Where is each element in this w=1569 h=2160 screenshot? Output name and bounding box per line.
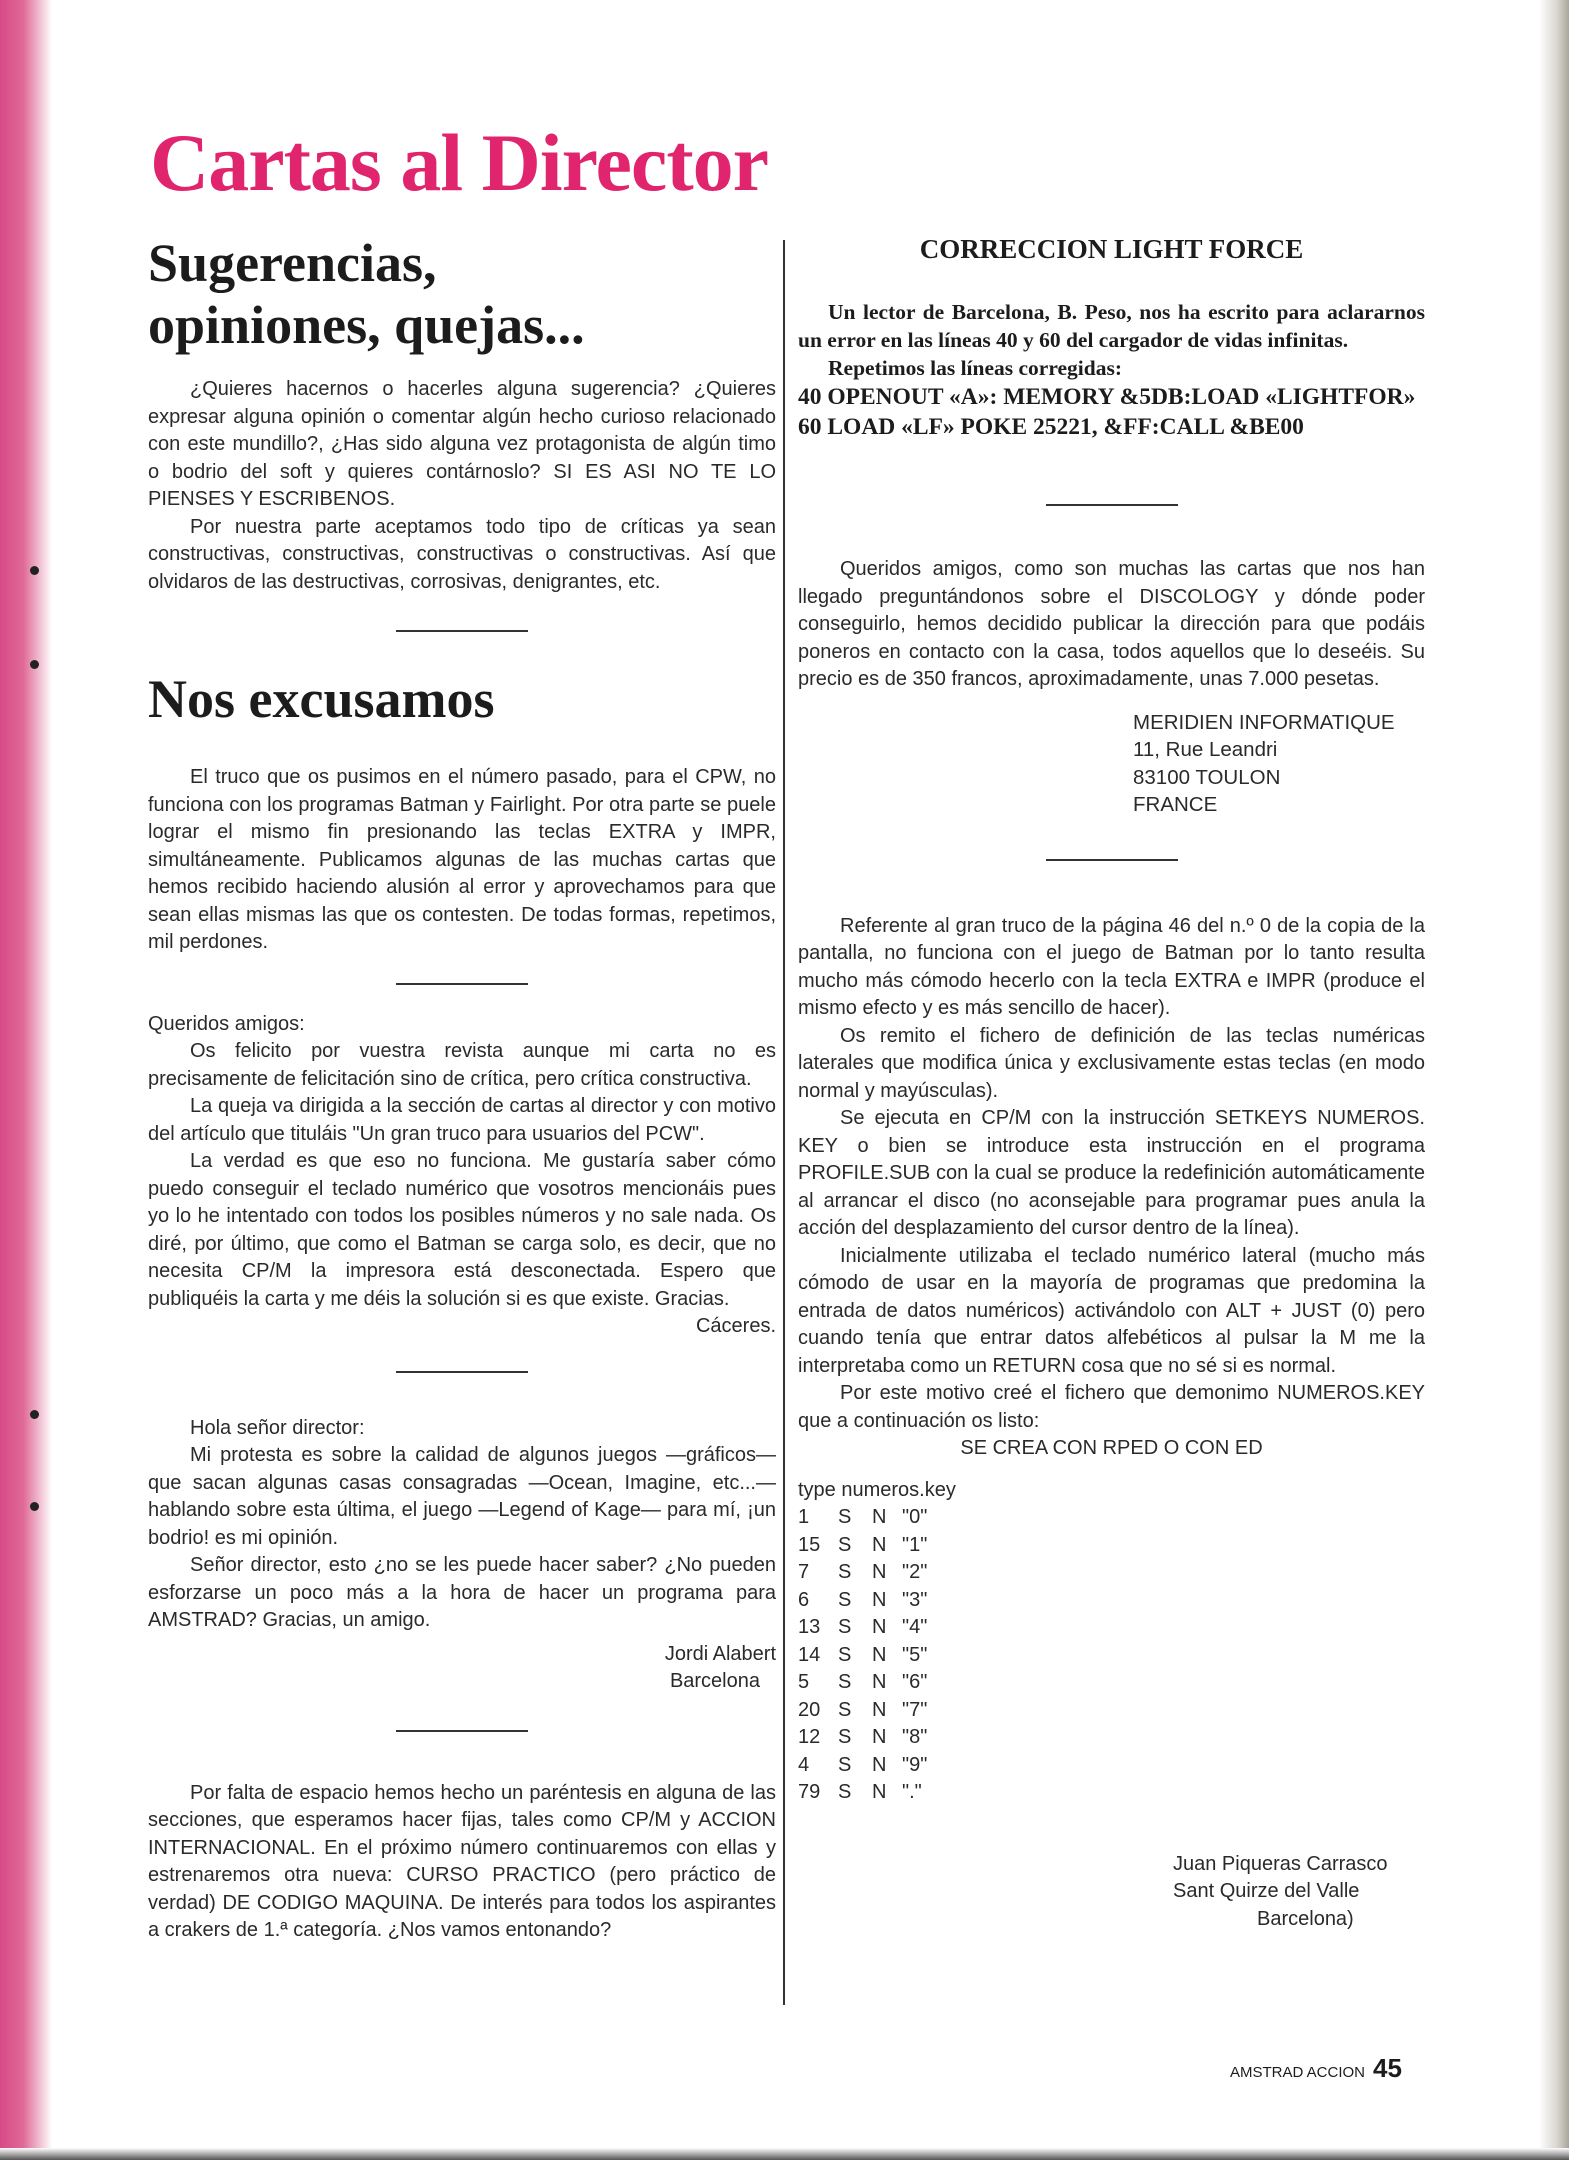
correccion-intro: Repetimos las líneas corregidas: (828, 356, 1122, 380)
code-cell: 7 (798, 1561, 810, 1583)
binding-hole (30, 566, 39, 575)
right-column (798, 232, 1425, 1933)
code-row (798, 1779, 927, 1807)
code-row (798, 1669, 927, 1697)
code-cell: S (838, 1643, 852, 1666)
key-definition-table (798, 1504, 927, 1807)
signature-line: Sant Quirze del Valle (1173, 1880, 1360, 1902)
code-cell: "5" (902, 1643, 928, 1666)
code-cell: S (838, 1561, 852, 1583)
page-edge-left (0, 0, 52, 2160)
code-cell: "2" (902, 1561, 928, 1583)
discology-paragraph: Queridos amigos, como son muchas las cartas que nos han llegado preguntándonos sobre el DISCOLOGY y dónde poder conseguirlo, hemos decidido publicar la dirección para que podáis poneros en contacto con la casa, todos aquellos que lo deseéis. Su precio es de 350 francos, aproximadamente, unas 7.000 pesetas. (798, 558, 1425, 690)
code-cell: S (838, 1726, 852, 1748)
letter3-paragraph-2: Os remito el fichero de definición de las teclas numéricas laterales que modifica única y exclusivamente estas teclas (en modo normal y mayúsculas). (798, 1024, 1425, 1102)
section-rule (1046, 859, 1178, 861)
code-cell: N (872, 1616, 887, 1638)
section-rule (396, 1371, 528, 1373)
left-column (148, 232, 776, 1945)
binding-hole (30, 1410, 39, 1419)
page-edge-right (1539, 0, 1569, 2160)
address-line: 11, Rue Leandri (1133, 738, 1278, 761)
code-cell: "0" (902, 1506, 928, 1528)
letter3-signature (1173, 1851, 1425, 1934)
excusamos-paragraph: El truco que os pusimos en el número pasado, para el CPW, no funciona con los programas Batman y Fairlight. Por otra parte se puele lograr el mismo fin presionando las teclas EXTRA y IMPR, simultáneamente. Publicamos algunas de las muchas cartas que hemos recibido haciendo alusión al error y aprovechamos para que sean ellas mismas las que os contesten. De todas formas, repetimos, mil perdones. (148, 766, 776, 953)
code-listing-header: type numeros.key (798, 1478, 956, 1501)
code-row (798, 1504, 927, 1532)
code-cell: N (872, 1726, 887, 1748)
code-cell: "8" (902, 1726, 928, 1748)
page-footer (1230, 2053, 1402, 2084)
code-cell: N (872, 1671, 887, 1693)
sugerencias-heading-line1: Sugerencias, (148, 233, 437, 293)
code-cell: 79 (798, 1781, 821, 1803)
letter3-center-line: SE CREA CON RPED O CON ED (960, 1437, 1263, 1459)
correccion-code-line-2: 60 LOAD «LF» POKE 25221, &FF:CALL &BE00 (798, 414, 1304, 440)
code-row (798, 1642, 927, 1670)
code-cell: S (838, 1506, 852, 1528)
correccion-title: CORRECCION LIGHT FORCE (919, 234, 1304, 264)
address-line: 83100 TOULON (1133, 765, 1281, 789)
magazine-name: AMSTRAD ACCION (1230, 2064, 1366, 2081)
code-row (798, 1614, 927, 1642)
code-cell: N (872, 1781, 887, 1803)
code-row (798, 1697, 927, 1725)
closing-paragraph: Por falta de espacio hemos hecho un paréntesis en alguna de las secciones, que esperamos hacer fijas, tales como CP/M y ACCION INTERNACIONAL. En el próximo número continuaremos con ellas y estrenaremos otra nueva: CURSO PRACTICO (pero práctico de verdad) DE CODIGO MAQUINA. De interés para todos los aspirantes a crakers de 1.ª categoría. ¿Nos vamos entonando? (148, 1781, 776, 1941)
code-cell: N (872, 1588, 887, 1611)
page-number: 45 (1373, 2053, 1402, 2083)
code-row (798, 1587, 927, 1615)
code-cell: S (838, 1698, 852, 1721)
letter2-greeting: Hola señor director: (190, 1416, 365, 1439)
code-cell: N (872, 1561, 887, 1583)
signature-line: Juan Piqueras Carrasco (1173, 1852, 1388, 1875)
code-cell: "4" (902, 1616, 928, 1638)
letter2-signature-name: Jordi Alabert (664, 1642, 776, 1665)
code-cell: N (872, 1506, 887, 1528)
code-cell: S (838, 1753, 852, 1776)
code-cell: 14 (798, 1643, 821, 1666)
code-cell: "6" (902, 1671, 928, 1693)
binding-hole (30, 1502, 39, 1511)
section-rule (396, 983, 528, 985)
letter1-signature: Cáceres. (695, 1315, 776, 1337)
code-row (798, 1724, 927, 1752)
code-cell: S (838, 1616, 852, 1638)
code-cell: 12 (798, 1726, 821, 1748)
sugerencias-heading-line2: opiniones, quejas... (148, 295, 585, 355)
code-cell: 20 (798, 1698, 821, 1721)
code-cell: "." (902, 1781, 922, 1803)
letter1-paragraph-1: Os felicito por vuestra revista aunque mi carta no es precisamente de felicitación sino de crítica, pero crítica constructiva. (148, 1040, 776, 1090)
code-cell: 13 (798, 1616, 821, 1638)
excusamos-heading: Nos excusamos (148, 669, 495, 729)
section-rule (396, 1730, 528, 1732)
code-cell: 1 (798, 1506, 810, 1528)
code-cell: S (838, 1671, 852, 1693)
letter1-paragraph-2: La queja va dirigida a la sección de cartas al director y con motivo del artículo que tituláis "Un gran truco para usuarios del PCW". (148, 1095, 776, 1145)
binding-hole (30, 660, 39, 669)
code-cell: S (838, 1533, 852, 1556)
code-row (798, 1752, 927, 1780)
code-cell: N (872, 1753, 887, 1776)
page-edge-bottom (0, 2148, 1569, 2160)
code-cell: "1" (902, 1533, 928, 1556)
letter3-paragraph-5: Por este motivo creé el fichero que demonimo NUMEROS.KEY que a continuación os listo: (798, 1382, 1425, 1432)
code-row (798, 1559, 927, 1587)
section-title: Cartas al Director (150, 117, 769, 208)
correccion-paragraph: Un lector de Barcelona, B. Peso, nos ha escrito para aclararnos un error en las líneas 40 y 60 del cargador de vidas infinitas. (798, 300, 1425, 352)
letter2-signature-city: Barcelona (669, 1670, 760, 1692)
letter2-paragraph-1: Mi protesta es sobre la calidad de algunos juegos —gráficos— que sacan algunas casas consagradas —Ocean, Imagine, etc...— hablando sobre esta última, el juego —Legend of Kage— para mí, ¡un bodrio! es mi opinión. (148, 1444, 776, 1549)
address-line: FRANCE (1133, 793, 1218, 816)
code-cell: 5 (798, 1671, 810, 1693)
letter3-paragraph-3: Se ejecuta en CP/M con la instrucción SETKEYS NUMEROS. KEY o bien se introduce esta instrucción en el programa PROFILE.SUB con la cual se produce la redefinición automáticamente al arrancar el disco (no aconsejable para programar pues anula la acción del desplazamiento del cursor dentro de la línea). (798, 1107, 1425, 1239)
code-cell: 6 (798, 1588, 810, 1611)
code-cell: 4 (798, 1753, 810, 1776)
section-rule (396, 630, 528, 632)
code-cell: "7" (902, 1698, 928, 1721)
section-rule (1046, 504, 1178, 506)
code-cell: S (838, 1781, 852, 1803)
letter3-paragraph-4: Inicialmente utilizaba el teclado numérico lateral (mucho más cómodo de usar en la mayoría de programas que predomina la entrada de datos numéricos) activándolo con ALT + JUST (0) pero cuando tenía que entrar datos alfebéticos al pulsar la M me la interpretaba como un RETURN cosa que no sé si es normal. (798, 1244, 1425, 1377)
sugerencias-paragraph-2: Por nuestra parte aceptamos todo tipo de críticas ya sean constructivas, constructivas, constructivas o constructivas. Así que olvidaros de las destructivas, corrosivas, denigrantes, etc. (148, 515, 776, 593)
letter2-paragraph-2: Señor director, esto ¿no se les puede hacer saber? ¿No pueden esforzarse un poco más a la hora de hacer un programa para AMSTRAD? Gracias, un amigo. (148, 1554, 776, 1631)
column-divider (783, 240, 785, 2005)
correccion-code-line-1: 40 OPENOUT «A»: MEMORY &5DB:LOAD «LIGHTFOR» (798, 384, 1416, 410)
sugerencias-heading (148, 232, 776, 356)
address-line: MERIDIEN INFORMATIQUE (1133, 710, 1395, 734)
code-row (798, 1532, 927, 1560)
letter1-paragraph-3: La verdad es que eso no funciona. Me gustaría saber cómo puedo conseguir el teclado numérico que vosotros mencionáis pues yo lo he intentado con todos los posibles números y no sale nada. Os diré, por último, que como el Batman se carga solo, es decir, que no necesita CP/M la impresora está desconectada. Espero que publiquéis la carta y me déis la solución si es que existe. Gracias. (148, 1150, 776, 1310)
discology-address (1133, 709, 1425, 819)
code-cell: N (872, 1643, 887, 1666)
code-cell: "9" (902, 1753, 928, 1776)
signature-line: Barcelona) (1257, 1907, 1354, 1930)
letter1-greeting: Queridos amigos: (148, 1012, 305, 1035)
code-cell: "3" (902, 1588, 928, 1611)
code-cell: 15 (798, 1533, 821, 1556)
sugerencias-paragraph-1: ¿Quieres hacernos o hacerles alguna sugerencia? ¿Quieres expresar alguna opinión o comentar algún hecho curioso relacionado con este mundillo?, ¿Has sido alguna vez protagonista de algún timo o bodrio del soft y quieres contárnoslo? SI ES ASI NO TE LO PIENSES Y ESCRIBENOS. (148, 378, 776, 510)
code-cell: N (872, 1698, 887, 1721)
code-cell: N (872, 1533, 887, 1556)
letter3-paragraph-1: Referente al gran truco de la página 46 del n.º 0 de la copia de la pantalla, no funciona con el juego de Batman por lo tanto resulta mucho más cómodo hecerlo con la tecla EXTRA e IMPR (produce el mismo efecto y es más sencillo de hacer). (798, 914, 1425, 1019)
code-cell: S (838, 1588, 852, 1611)
